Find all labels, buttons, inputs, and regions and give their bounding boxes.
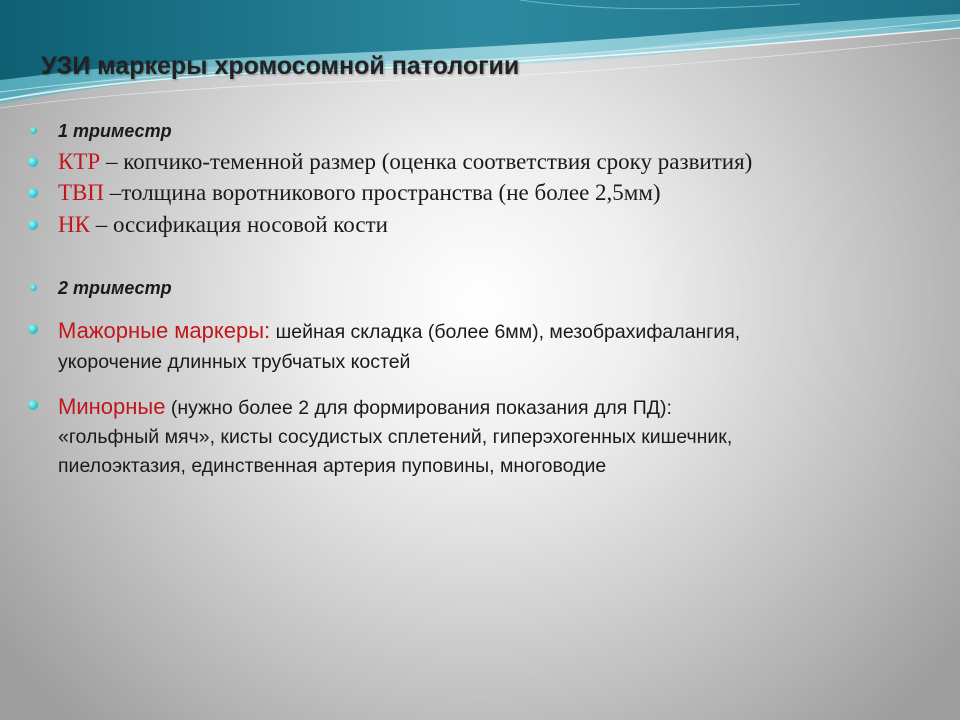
bullet-icon: [30, 284, 37, 291]
ktr-term: КТР: [58, 149, 101, 174]
bullet-icon: [28, 188, 38, 198]
nk-text: – оссификация носовой кости: [89, 212, 388, 237]
tvp-term: ТВП: [58, 180, 104, 205]
major-markers-line1: [58, 318, 740, 344]
trimester1-heading: 1 триместр: [58, 121, 172, 141]
bullet-icon: [28, 157, 38, 167]
ktr-text: – копчико-теменной размер (оценка соответствия сроку развития): [100, 149, 753, 174]
ktr-item: [58, 149, 752, 175]
minor-markers-term: Минорные: [58, 394, 166, 419]
tvp-text: –толщина воротникового пространства (не более 2,5мм): [104, 180, 661, 205]
bullet-icon: [28, 220, 38, 230]
tvp-item: [58, 180, 661, 206]
trimester2-heading: 2 триместр: [58, 278, 172, 298]
major-markers-term: Мажорные маркеры:: [58, 318, 271, 343]
major-markers-text1: шейная складка (более 6мм), мезобрахифалангия,: [270, 321, 741, 343]
nk-item: [58, 212, 388, 238]
slide-title: УЗИ маркеры хромосомной патологии: [41, 52, 520, 80]
bullet-icon: [28, 400, 38, 410]
minor-markers-line3: пиелоэктазия, единственная артерия пуповины, многоводие: [58, 455, 607, 477]
nk-term: НК: [58, 212, 90, 237]
bullet-icon: [28, 324, 38, 334]
minor-markers-text1: (нужно более 2 для формирования показания для ПД):: [165, 397, 672, 419]
major-markers-line2: укорочение длинных трубчатых костей: [58, 351, 411, 373]
minor-markers-line2: «гольфный мяч», кисты сосудистых сплетений, гиперэхогенных кишечник,: [58, 426, 733, 448]
bullet-icon: [30, 127, 37, 134]
minor-markers-line1: [58, 394, 672, 420]
